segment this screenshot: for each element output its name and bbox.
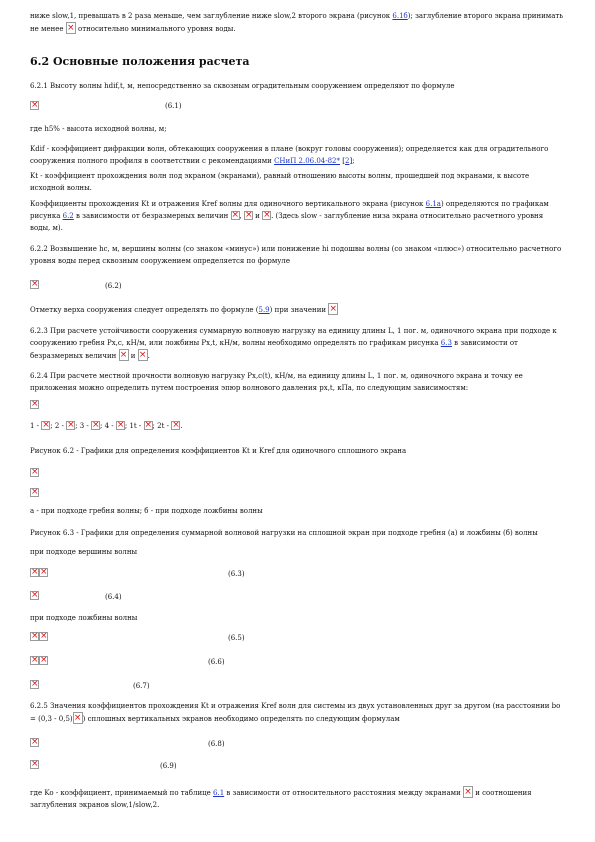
broken-image-icon [116, 421, 125, 430]
broken-image-icon [30, 468, 39, 477]
link-figure-6-1b[interactable]: 6.1б [392, 12, 408, 20]
image-row [30, 488, 39, 498]
broken-image-icon [39, 632, 48, 641]
broken-image-icon [119, 349, 129, 361]
broken-image-icon [30, 591, 39, 600]
formula-6-9-row [30, 760, 39, 770]
formula-6-2-row [30, 280, 39, 290]
formula-6-7-row [30, 680, 39, 690]
broken-image-icon [231, 211, 240, 220]
broken-image-icon [39, 568, 48, 577]
figure-legend: а - при подходе гребня волны; б - при подходе ложбины волны [30, 507, 263, 515]
broken-image-icon [73, 712, 83, 724]
paragraph-kdif: Kdif - коэффициент дифракции волн, обтекающих сооружения в плане (вокруг головы сооружения); определяется как для оградительного сооружения полного профиля в соответствии с рекомендациями СНиП 2.06.04-82* [2]; [30, 145, 549, 165]
equation-number: (6.3) [228, 570, 245, 578]
broken-image-icon [138, 349, 148, 361]
broken-image-icon [41, 421, 50, 430]
broken-image-icon [66, 22, 76, 34]
broken-image-icon [30, 488, 39, 497]
broken-image-icon [144, 421, 153, 430]
paragraph-intro: ниже slow,1, превышать в 2 раза меньше, чем заглубление ниже slow,2 второго экрана (рисунок 6.1б); заглубление второго экрана принимать не менее × относительно минимального уровня воды. [30, 10, 565, 35]
paragraph-6-2-5: 6.2.5 Значения коэффициентов прохождения Kt и отражения Kref волн для системы из двух установленных друг за другом (на расстоянии bo = (0,3 - 0,5)× ) сплошных вертикальных экранов необходимо определять по следующим формулам [30, 700, 565, 725]
equation-number: (6.4) [105, 593, 122, 601]
equation-number: (6.7) [133, 682, 150, 690]
paragraph-kt: Kt - коэффициент прохождения волн под экраном (экранами), равный отношению высоты волны, прошедшей под экранами, к высоте исходной волны. [30, 172, 530, 192]
link-figure-6-1a[interactable]: 6.1а [425, 200, 441, 208]
equation-number: (6.6) [208, 658, 225, 666]
paragraph-where: где h5% - высота исходной волны, м; [30, 125, 167, 133]
paragraph-6-2-4: 6.2.4 При расчете местной прочности волновую нагрузку Px,c(t), кН/м, на единицу длины L, 1 пог. м, одиночного экрана и точку ее приложения можно определить путем построения эпюр волнового давления px,t, кПа, по следующим зависимостям: [30, 372, 523, 392]
figure-caption-6-2: Рисунок 6.2 - Графики для определения коэффициентов Kt и Kref для одиночного сплошного экрана [30, 447, 407, 455]
link-figure-6-3[interactable]: 6.3 [440, 339, 452, 347]
broken-image-icon [463, 786, 473, 798]
broken-image-icon [262, 211, 271, 220]
link-snip[interactable]: СНиП 2.06.04-82* [274, 157, 341, 165]
broken-image-icon [30, 400, 39, 409]
formula-6-4-row [30, 591, 39, 601]
case-crest-label: при подходе вершины волны [30, 548, 138, 556]
paragraph-6-2-2: 6.2.2 Возвышение hc, м, вершины волны (со знаком «минус») или понижение hi подошвы волны (со знаком «плюс») относительно расчетного уровня воды перед сквозным сооружением определяется по формуле [30, 245, 562, 265]
link-ref-2[interactable]: 2 [344, 157, 350, 165]
equation-number: (6.5) [228, 634, 245, 642]
paragraph-coefficients: Коэффициенты прохождения Kt и отражения Kref волны для одиночного вертикального экрана (рисунок 6.1а) определяются по графикам рисунка 6.2 в зависимости от безразмерных величин ×, × и ×. (Здесь slow - заглубление низа экрана относительно расчетного уровня воды, м). [30, 198, 565, 234]
broken-image-icon [30, 632, 39, 641]
equation-number: (6.2) [105, 282, 122, 290]
formula-6-8-row [30, 738, 39, 748]
paragraph-crest: Отметку верха сооружения следует определять по формуле (5.9) при значении × [30, 303, 565, 316]
formula-6-3-row [30, 568, 48, 578]
link-formula-5-9[interactable]: 5.9 [258, 306, 270, 314]
formula-6-1-row [30, 101, 39, 111]
equation-number: (6.1) [165, 102, 182, 110]
case-trough-label: при подходе ложбины волны [30, 614, 138, 622]
broken-image-icon [66, 421, 75, 430]
pressure-points-row: 1 - ×; 2 - ×; 3 - ×; 4 - ×; 1t - ×; 2t - ×. [30, 421, 182, 431]
image-row [30, 400, 39, 410]
broken-image-icon [30, 101, 39, 110]
broken-image-icon [30, 680, 39, 689]
image-row [30, 468, 39, 478]
figure-caption-6-3: Рисунок 6.3 - Графики для определения суммарной волновой нагрузки на сплошной экран при подходе гребня (а) и ложбины (б) волны [30, 529, 538, 537]
paragraph-ko: где Ko - коэффициент, принимаемый по таблице 6.1 в зависимости от относительного расстояния между экранами × и соотношения заглубления экранов slow,1/slow,2. [30, 786, 565, 811]
broken-image-icon [30, 760, 39, 769]
paragraph-6-2-3: 6.2.3 При расчете устойчивости сооружения суммарную волновую нагрузку на единицу длины L, 1 пог. м, одиночного экрана при подходе к сооружению гребня Px,c, кН/м, или ложбины Px,t, кН/м, волны необходимо определять по графикам рисунка 6.3 в зависимости от безразмерных величин × и ×. [30, 325, 565, 362]
broken-image-icon [30, 280, 39, 289]
broken-image-icon [244, 211, 253, 220]
section-heading: 6.2 Основные положения расчета [30, 55, 250, 68]
broken-image-icon [171, 421, 180, 430]
equation-number: (6.9) [160, 762, 177, 770]
broken-image-icon [30, 656, 39, 665]
broken-image-icon [328, 303, 338, 315]
formula-6-6-row [30, 656, 48, 666]
link-table-6-1[interactable]: 6.1 [213, 789, 225, 797]
equation-number: (6.8) [208, 740, 225, 748]
broken-image-icon [30, 568, 39, 577]
formula-6-5-row [30, 632, 48, 642]
broken-image-icon [91, 421, 100, 430]
broken-image-icon [39, 656, 48, 665]
paragraph-6-2-1: 6.2.1 Высоту волны hdif,t, м, непосредственно за сквозным оградительным сооружением определяют по формуле [30, 82, 455, 90]
broken-image-icon [30, 738, 39, 747]
link-figure-6-2[interactable]: 6.2 [62, 212, 74, 220]
